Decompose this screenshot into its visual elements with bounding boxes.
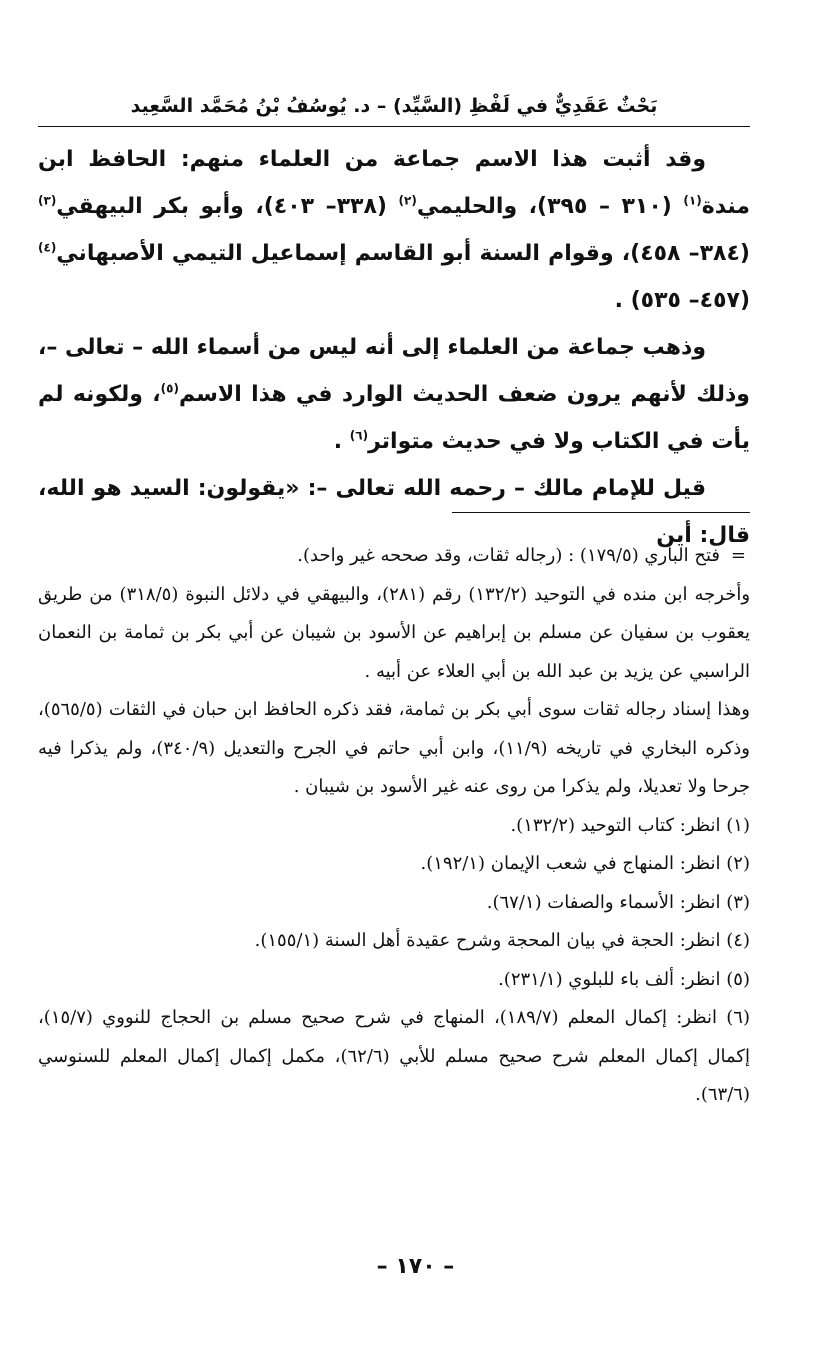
footnote-ref-5[interactable]: (٥) (160, 381, 179, 396)
paragraph-2: وذهب جماعة من العلماء إلى أنه ليس من أسماء الله – تعالى –، وذلك لأنهم يرون ضعف الحديث الوارد في هذا الاسم$^{(٥)}$، ولكونه لم يأت في الكتاب ولا في حديث متواتر$^{(٦)}$ . (38, 335, 750, 454)
footnote-ref-1[interactable]: (١) (683, 193, 702, 208)
footnote-continuation-1: = فتح الباري (١٧٩/٥) : (رجاله ثقات، وقد صححه غير واحد). (38, 537, 750, 576)
footnote-4: (٤) انظر: الحجة في بيان المحجة وشرح عقيدة أهل السنة (١٥٥/١). (254, 930, 750, 951)
header-title: بَحْثٌ عَقَدِيٌّ في لَفْظِ (السَّيِّد) – د. يُوسُفُ بْنُ مُحَمَّد السَّعِيد (130, 95, 658, 117)
footnote-2: (٢) انظر: المنهاج في شعب الإيمان (١٩٢/١). (420, 853, 750, 874)
footnotes (38, 537, 750, 1115)
footnote-ref-2[interactable]: (٢) (398, 193, 417, 208)
footnote-separator (452, 512, 750, 513)
page-number: – ١٧٠ – (376, 1254, 455, 1279)
continuation-mark: = (730, 545, 746, 566)
footnote-1: (١) انظر: كتاب التوحيد (١٣٢/٢). (510, 814, 750, 836)
footnote-ref-6[interactable]: (٦) (349, 428, 369, 443)
running-header (38, 86, 750, 126)
paragraph-3: قيل للإمام مالك – رحمه الله تعالى –: «يقولون: السيد هو الله، قال: أين (38, 476, 750, 548)
footnote-ref-3[interactable]: (٣) (38, 193, 57, 208)
footnote-continuation-3: وهذا إسناد رجاله ثقات سوى أبي بكر بن ثمامة، فقد ذكره الحافظ ابن حبان في الثقات (٥٦٥/٥)، وذكره البخاري في تاريخه (١١/٩)، وابن أبي حاتم في الجرح والتعديل (٣٤٠/٩)، ولم يذكرا فيه جرحا ولا تعديلا، ولم يذكرا من روى عنه غير الأسود بن شيبان . (38, 699, 750, 797)
paragraph-1: وقد أثبت هذا الاسم جماعة من العلماء منهم: الحافظ ابن مندة$^{(١)}$ (٣١٠ – ٣٩٥)، والحليمي$^{(٢)}$ (٣٣٨– ٤٠٣)، وأبو بكر البيهقي$^{(٣)}$ (٣٨٤– ٤٥٨)، وقوام السنة أبو القاسم إسماعيل التيمي الأصبهاني$^{(٤)}$ (٤٥٧– ٥٣٥) . (38, 147, 750, 313)
footnote-ref-4[interactable]: (٤) (38, 240, 57, 255)
footnote-5: (٥) انظر: ألف باء للبلوي (٢٣١/١). (498, 968, 750, 990)
footnote-continuation-2: وأخرجه ابن منده في التوحيد (١٣٢/٢) رقم (٢٨١)، والبيهقي في دلائل النبوة (٣١٨/٥) من طريق يعقوب بن سفيان عن مسلم بن إبراهيم عن الأسود بن شيبان عن أبي بكر بن ثمامة بن النعمان الراسبي عن يزيد بن عبد الله بن أبي العلاء عن أبيه . (38, 583, 751, 682)
footnote-3: (٣) انظر: الأسماء والصفات (٦٧/١). (486, 891, 750, 913)
header-divider (38, 126, 750, 127)
main-text (38, 136, 750, 559)
footnote-6: (٦) انظر: إكمال المعلم (١٨٩/٧)، المنهاج في شرح صحيح مسلم بن الحجاج للنووي (١٥/٧)، إكمال إكمال المعلم شرح صحيح مسلم للأبي (٦٢/٦)، مكمل إكمال إكمال المعلم للسنوسي (٦٣/٦). (38, 1007, 750, 1105)
